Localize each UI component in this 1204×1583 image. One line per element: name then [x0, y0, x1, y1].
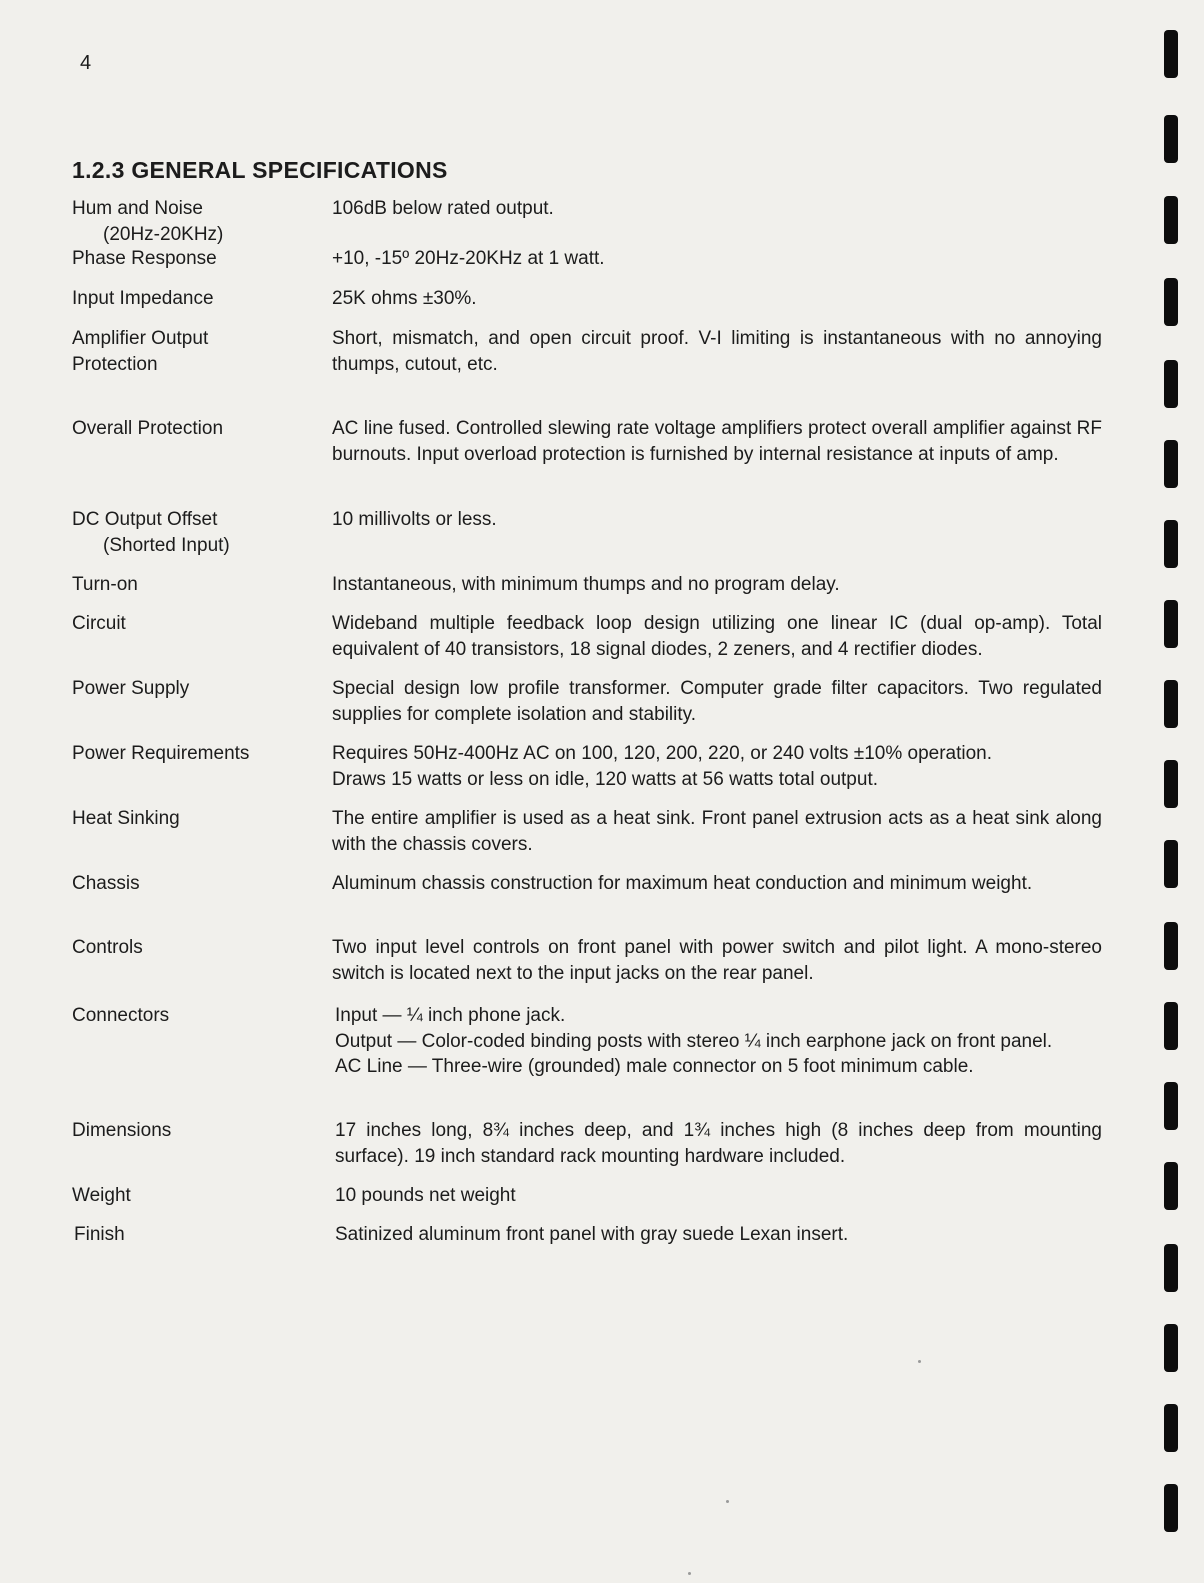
spec-value: Satinized aluminum front panel with gray suede Lexan insert. [335, 1224, 849, 1245]
spec-label: Turn-on [72, 574, 138, 595]
spec-value: Two input level controls on front panel with power switch and pilot light. A mono-stereo switch is located next to the input jacks on the rear panel. [332, 937, 1102, 984]
binding-hole [1164, 520, 1178, 568]
spec-value: The entire amplifier is used as a heat sink. Front panel extrusion acts as a heat sink along with the chassis covers. [332, 808, 1102, 855]
binding-hole [1164, 196, 1178, 244]
page-number: 4 [80, 52, 92, 74]
spec-value: 10 millivolts or less. [332, 509, 497, 530]
spec-label: Amplifier Output Protection [72, 328, 209, 375]
spec-label: Input Impedance [72, 288, 214, 309]
spec-value: Special design low profile transformer. Computer grade filter capacitors. Two regulated supplies for complete isolation and stability. [332, 678, 1102, 725]
spec-value: +10, -15º 20Hz-20KHz at 1 watt. [332, 248, 605, 269]
binding-hole [1164, 440, 1178, 488]
spec-value: Short, mismatch, and open circuit proof. V-I limiting is instantaneous with no annoying thumps, cutout, etc. [332, 328, 1102, 375]
binding-hole [1164, 360, 1178, 408]
spec-value: AC line fused. Controlled slewing rate voltage amplifiers protect overall amplifier against RF burnouts. Input overload protection is furnished by internal resistance at inputs of amp. [332, 418, 1102, 465]
binding-hole [1164, 600, 1178, 648]
spec-label: Phase Response [72, 248, 217, 269]
spec-label: Circuit [72, 613, 126, 634]
spec-value: 25K ohms ±30%. [332, 288, 477, 309]
binding-hole [1164, 760, 1178, 808]
binding-hole [1164, 680, 1178, 728]
spec-value: 10 pounds net weight [335, 1185, 516, 1206]
binding-hole [1164, 115, 1178, 163]
section-title: 1.2.3 GENERAL SPECIFICATIONS [72, 157, 448, 183]
spec-value: Instantaneous, with minimum thumps and no program delay. [332, 574, 840, 595]
binding-hole [1164, 1162, 1178, 1210]
spec-sublabel: (20Hz-20KHz) [103, 223, 224, 245]
spec-label: Hum and Noise (20Hz-20KHz) [72, 196, 322, 247]
spec-label: Dimensions [72, 1120, 172, 1141]
binding-hole [1164, 1324, 1178, 1372]
binding-hole [1164, 840, 1178, 888]
spec-label: Weight [72, 1185, 131, 1206]
spec-value: Aluminum chassis construction for maximum heat conduction and minimum weight. [332, 873, 1033, 894]
binding-hole [1164, 1404, 1178, 1452]
paper-speck [726, 1500, 729, 1503]
spec-label: Chassis [72, 873, 140, 894]
paper-speck [918, 1360, 921, 1363]
spec-label: DC Output Offset (Shorted Input) [72, 507, 322, 558]
spec-label: Power Supply [72, 678, 190, 699]
spec-label: Connectors [72, 1005, 170, 1026]
binding-hole [1164, 1002, 1178, 1050]
spec-value: 17 inches long, 8¾ inches deep, and 1¾ inches high (8 inches deep from mounting surface). 19 inch standard rack mounting hardware included. [335, 1120, 1102, 1167]
spec-value: Wideband multiple feedback loop design utilizing one linear IC (dual op-amp). Total equivalent of 40 transistors, 18 signal diodes, 2 zeners, and 4 rectifier diodes. [332, 613, 1102, 660]
spec-label: Finish [74, 1224, 125, 1245]
spec-label: Overall Protection [72, 418, 224, 439]
spec-value: Requires 50Hz-400Hz AC on 100, 120, 200, 220, or 240 volts ±10% operation. Draws 15 watts or less on idle, 120 watts at 56 watts total output. [332, 743, 993, 790]
spec-sublabel: (Shorted Input) [103, 534, 230, 556]
spec-label: Power Requirements [72, 743, 250, 764]
binding-hole [1164, 278, 1178, 326]
binding-hole [1164, 1082, 1178, 1130]
binding-hole [1164, 30, 1178, 78]
binding-hole [1164, 1244, 1178, 1292]
spec-value: Input — ¼ inch phone jack. Output — Color-coded binding posts with stereo ¼ inch earphone jack on front panel. AC Line — Three-wire (grounded) male connector on 5 foot minimum cable. [335, 1005, 1053, 1077]
spec-label: Controls [72, 937, 143, 958]
binding-hole [1164, 1484, 1178, 1532]
spec-value: 106dB below rated output. [332, 198, 554, 219]
binding-hole [1164, 922, 1178, 970]
paper-speck [688, 1572, 691, 1575]
spec-label: Heat Sinking [72, 808, 180, 829]
